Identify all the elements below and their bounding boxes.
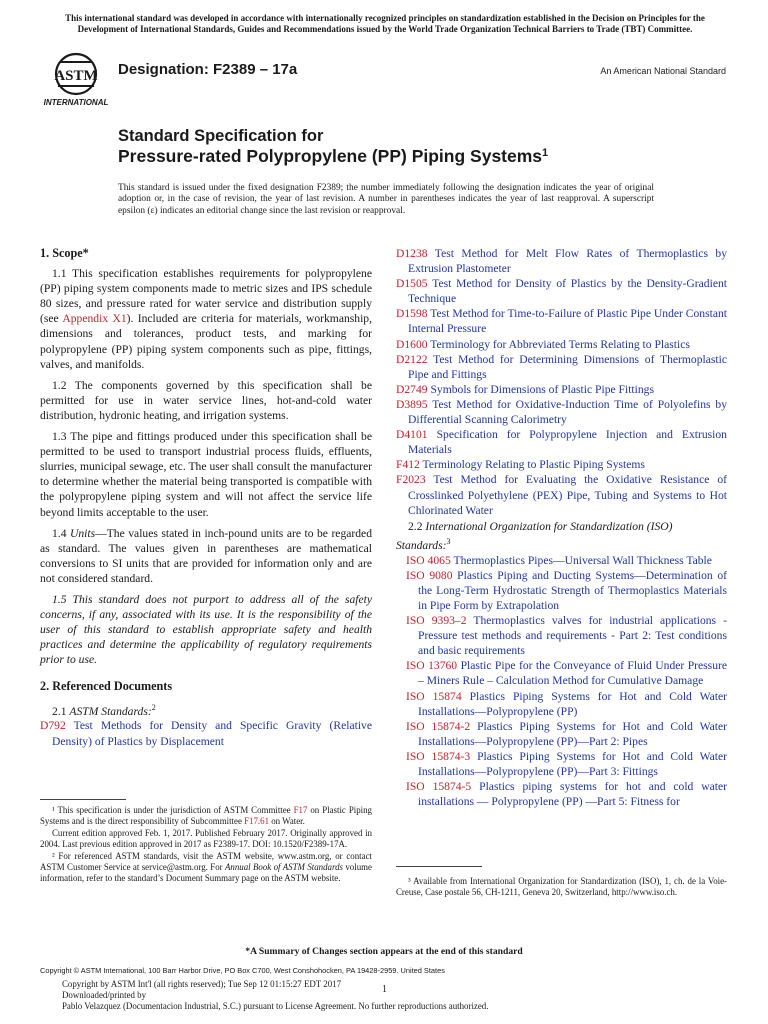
reference-title-link[interactable]: Plastics Piping and Ducting Systems—Determination of the Long-Term Hydrostatic Strength of Thermoplastics Materials in Pipe Form by Extrapolation: [418, 568, 727, 613]
reference-code-link[interactable]: ISO 15874-3: [406, 749, 471, 763]
reference-item: [396, 397, 727, 427]
title-footnote-mark[interactable]: 1: [542, 147, 549, 159]
referenced-heading: 2. Referenced Documents: [40, 679, 173, 694]
reference-code-link[interactable]: D4101: [396, 428, 428, 442]
reference-code-link[interactable]: ISO 9080: [406, 568, 453, 582]
reference-item: [396, 749, 727, 779]
reference-title-link[interactable]: Thermoplastics Pipes—Universal Wall Thickness Table: [453, 553, 712, 567]
reference-item: [396, 568, 727, 613]
iso-reference-list: [396, 553, 727, 810]
page-number: 1: [382, 984, 387, 995]
reference-item: [396, 306, 727, 336]
committee-link[interactable]: F17: [293, 805, 308, 815]
reference-code-link[interactable]: ISO 15874-5: [406, 780, 472, 794]
reference-title-link[interactable]: Plastics Piping Systems for Hot and Cold Water Installations—Polypropylene (PP)—Part 3: Fittings: [418, 749, 727, 779]
reference-code-link[interactable]: F412: [396, 458, 420, 472]
footnotes-right: [396, 876, 727, 899]
reference-item: [396, 719, 727, 749]
tbt-notice: This international standard was developed in accordance with internationally recognized principles on standardization established in the Decision on Principles for the Development of International Standards, Guides and Recommendations issued by the World Trade Organization Technical Barriers to Trade (TBT) Committee.: [65, 13, 705, 34]
reference-code-link[interactable]: ISO 9393–2: [406, 614, 467, 628]
logo-subtext: INTERNATIONAL: [43, 98, 109, 107]
copyright-line: Copyright © ASTM International, 100 Barr Harbor Drive, PO Box C700, West Conshohocken, PA 19428-2959. United States: [40, 966, 445, 975]
designation: Designation: F2389 – 17a: [118, 61, 298, 78]
reference-code-link[interactable]: ISO 4065: [406, 553, 451, 567]
reference-code-link[interactable]: D2122: [396, 352, 428, 366]
reference-title-link[interactable]: Test Method for Determining Dimensions of Thermoplastic Pipe and Fittings: [408, 352, 727, 381]
reference-title-link[interactable]: Test Method for Time-to-Failure of Plastic Pipe Under Constant Internal Pressure: [408, 307, 727, 336]
appendix-link[interactable]: Appendix X1: [62, 312, 127, 326]
scope-1-4: 1.4 Units—The values stated in inch-pound units are to be regarded as standard. The values given in parentheses are mathematical conversions to SI units that are provided for information only and are not considered standard.: [40, 526, 372, 585]
reference-title-link[interactable]: Symbols for Dimensions of Plastic Pipe Fittings: [430, 382, 654, 396]
footnote-1-edition: Current edition approved Feb. 1, 2017. Published February 2017. Originally approved in 2004. Last previous edition approved in 2017 as F2389-17. DOI: 10.1520/F2389-17A.: [40, 828, 372, 849]
reference-item: [396, 246, 727, 276]
reference-title-link[interactable]: Test Method for Melt Flow Rates of Thermoplastics by Extrusion Plastometer: [408, 247, 727, 276]
scope-1-5: 1.5 This standard does not purport to address all of the safety concerns, if any, associated with its use. It is the responsibility of the user of this standard to establish appropriate safety and health practices and determine the applicability of regulatory requirements prior to use.: [40, 592, 372, 667]
reference-title-link[interactable]: Thermoplastics valves for industrial applications - Pressure test methods and requirements - Part 2: Test conditions and basic requirements: [418, 614, 727, 658]
reference-code-link[interactable]: D1505: [396, 277, 428, 291]
logo-letters: ASTM: [54, 68, 98, 84]
reference-item: [396, 472, 727, 517]
footnote-divider-left: [40, 799, 126, 800]
reference-code-link[interactable]: D1598: [396, 307, 428, 321]
reference-code-link[interactable]: ISO 13760: [406, 659, 458, 673]
reference-item: [396, 613, 727, 658]
reference-code-link[interactable]: D2749: [396, 382, 428, 396]
reference-item: [396, 553, 727, 568]
reference-code-link[interactable]: ISO 15874-2: [406, 719, 471, 733]
scope-heading: 1. Scope*: [40, 246, 89, 260]
license-line-1: Copyright by ASTM Int'l (all rights reserved); Tue Sep 12 01:15:27 EDT 2017: [62, 979, 342, 989]
reference-item: [396, 276, 727, 306]
reference-item: [396, 779, 727, 809]
license-line-3: Pablo Velazquez (Documentacion Industrial, S.C.) pursuant to License Agreement. No further reproductions authorized.: [62, 1001, 489, 1011]
intro-paragraph: This standard is issued under the fixed designation F2389; the number immediately following the designation indicates the year of original adoption or, in the case of revision, the year of last revision. A number in parentheses indicates the year of last reapproval. A superscript epsilon (ε) indicates an editorial change since the last revision or reapproval.: [118, 183, 654, 216]
scope-1-2: 1.2 The components governed by this specification shall be permitted for use in water service lines, hot-and-cold water distribution, hydronic heating, and irrigation systems.: [40, 378, 372, 422]
astm-reference-list-left: [40, 718, 372, 748]
astm-logo: [40, 50, 112, 108]
scope-1-1: 1.1 This specification establishes requirements for polypropylene (PP) piping system components made to metric sizes and IPS schedule 80 sizes, and pressure rated for water service and distribution supply (see Appendix X1). Included are criteria for materials, workmanship, dimensions and tolerances, product tests, and marking for polypropylene (PP) piping system components such as pipe, fittings, valves, and manifolds.: [40, 267, 372, 371]
subcommittee-link[interactable]: F17.61: [244, 815, 270, 826]
reference-title-link[interactable]: Plastic Pipe for the Conveyance of Fluid Under Pressure – Miners Rule – Calculation Method for Cumulative Damage: [418, 659, 727, 688]
reference-item: [396, 658, 727, 688]
summary-of-changes-note: *A Summary of Changes section appears at the end of this standard: [245, 946, 523, 957]
reference-title-link[interactable]: Test Method for Evaluating the Oxidative Resistance of Crosslinked Polyethylene (PEX) Pipe, Tubing and Systems to Hot Chlorinated Water: [408, 473, 727, 517]
footnotes-left: [40, 805, 372, 885]
page-title: [118, 146, 548, 167]
astm-reference-list-right: [396, 246, 727, 518]
reference-title-link[interactable]: Terminology for Abbreviated Terms Relating to Plastics: [430, 337, 690, 351]
reference-code-link[interactable]: F2023: [396, 473, 426, 487]
reference-title-link[interactable]: Test Method for Density of Plastics by the Density-Gradient Technique: [408, 277, 727, 306]
license-line-2: Downloaded/printed by: [62, 990, 147, 1000]
iso-standards-label: 2.2 International Organization for Standardization (ISO) Standards:$^3$: [396, 519, 673, 552]
reference-title-link[interactable]: Test Method for Oxidative-Induction Time of Polyolefins by Differential Scanning Calorimetry: [408, 397, 727, 427]
footnote-1: ¹ This specification is under the jurisdiction of ASTM Committee F17 on Plastic Piping Systems and is the direct responsibility of Subcommittee F17.61 on Water.: [40, 805, 372, 826]
title-line-2: Pressure-rated Polypropylene (PP) Piping Systems: [118, 146, 543, 166]
reference-item: [396, 689, 727, 719]
national-standard-label: An American National Standard: [600, 66, 726, 76]
reference-code-link[interactable]: D3895: [396, 397, 428, 411]
reference-item: [396, 382, 727, 397]
reference-title-link[interactable]: Specification for Polypropylene Injection and Extrusion Materials: [408, 428, 727, 457]
reference-code-link[interactable]: D1600: [396, 337, 428, 351]
reference-item: [40, 718, 372, 748]
left-column: [40, 246, 372, 749]
reference-title-link[interactable]: Test Methods for Density and Specific Gravity (Relative Density) of Plastics by Displacement: [52, 719, 372, 748]
reference-item: [396, 427, 727, 457]
astm-logo-icon: [40, 50, 112, 108]
license-block: [62, 979, 682, 1012]
right-column: [396, 246, 727, 809]
footnote-2: ² For referenced ASTM standards, visit the ASTM website, www.astm.org, or contact ASTM Customer Service at service@astm.org. For Annual Book of ASTM Standards volume information, refer to the standard’s Document Summary page on the ASTM website.: [40, 851, 372, 883]
reference-code-link[interactable]: D792: [40, 719, 66, 733]
reference-title-link[interactable]: Plastics piping systems for hot and cold water installations — Polypropylene (PP) —Part 5: Fitness for: [418, 780, 727, 809]
reference-item: [396, 337, 727, 352]
reference-title-link[interactable]: Plastics Piping Systems for Hot and Cold Water Installations—Polypropylene (PP): [418, 689, 727, 718]
reference-code-link[interactable]: ISO 15874: [406, 689, 462, 703]
scope-1-3: 1.3 The pipe and fittings produced under this specification shall be permitted to be used to transport industrial process fluids, effluents, slurries, municipal sewage, etc. The user shall consult the manufacturer to determine whether the material being transported is compatible with the polypropylene piping system and will not affect the service life beyond limits acceptable to the user.: [40, 430, 372, 519]
reference-item: [396, 457, 727, 472]
reference-item: [396, 352, 727, 382]
reference-title-link[interactable]: Terminology Relating to Plastic Piping Systems: [422, 458, 645, 472]
footnote-divider-right: [396, 866, 482, 867]
reference-title-link[interactable]: Plastics Piping Systems for Hot and Cold Water Installations—Polypropylene (PP)—Part 2: Pipes: [418, 719, 727, 748]
title-line-1: Standard Specification for: [118, 127, 324, 145]
footnote-3: ³ Available from International Organization for Standardization (ISO), 1, ch. de la Voie-Creuse, Case postale 56, CH-1211, Geneva 20, Switzerland, http://www.iso.ch.: [396, 876, 727, 897]
reference-code-link[interactable]: D1238: [396, 247, 428, 260]
astm-standards-label: 2.1 ASTM Standards:$^2$: [52, 702, 156, 718]
